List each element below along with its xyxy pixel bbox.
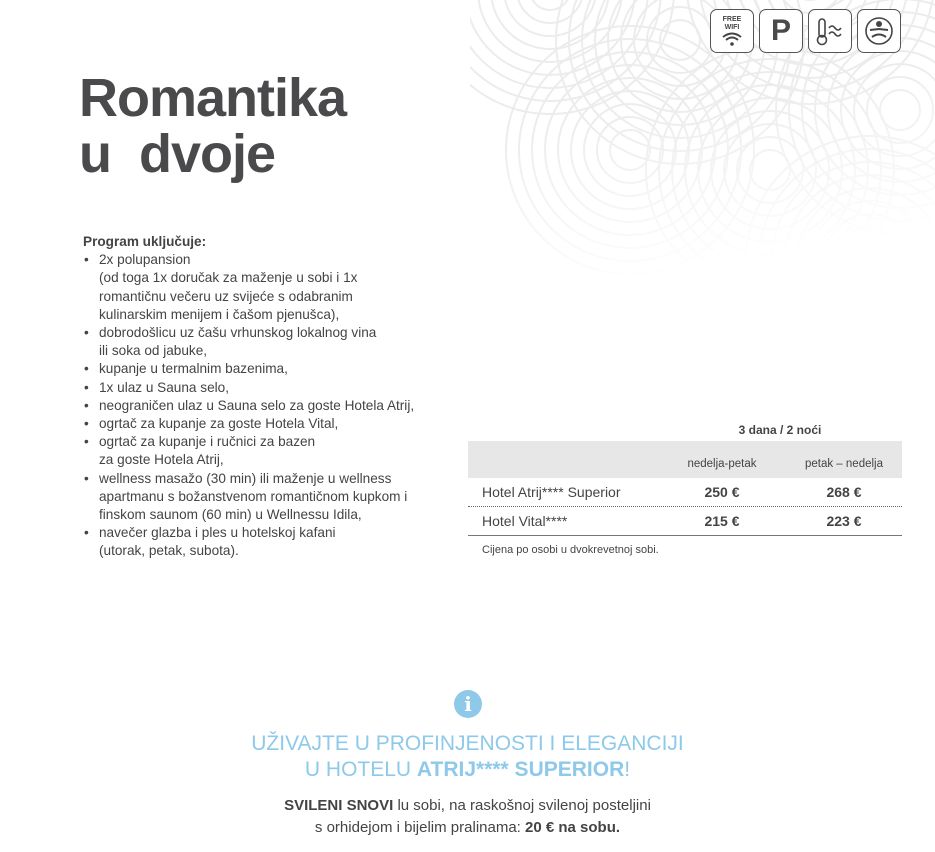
price-table-header — [468, 441, 902, 478]
price-weekend: 223 € — [826, 513, 862, 529]
promo-line-1: UŽIVAJTE U PROFINJENOSTI I ELEGANCIJI — [251, 732, 684, 755]
list-item: • 2x polupansion (od toga 1x doručak za maženje u sobi i 1x romantičnu večeru uz svijeće s odabranim kulinarskim menijem i čašom pjenušca), — [83, 251, 443, 324]
page-title — [79, 70, 346, 182]
hotel-name: Hotel Atrij**** Superior — [482, 484, 621, 500]
free-wifi-label: FREE WIFI — [722, 16, 742, 31]
price-weekend: 268 € — [826, 484, 862, 500]
thermal-water-icon — [808, 9, 852, 53]
parking-label: P — [770, 14, 791, 47]
silk-price: 20 € na sobu. — [525, 819, 621, 836]
promo-text — [0, 731, 935, 783]
list-item: • kupanje u termalnim bazenima, — [83, 360, 443, 378]
header-weekday: nedelja-petak — [687, 458, 757, 470]
amenity-icons — [710, 9, 901, 53]
silk-offer — [0, 795, 935, 839]
parking-icon — [759, 9, 803, 53]
list-item: • wellness masažo (30 min) ili maženje u wellness apartmanu s božanstvenom romantičnom kupkom i finskom saunom (60 min) u Wellnessu Idila, — [83, 470, 443, 525]
program-heading: Program uključuje: — [83, 234, 207, 249]
list-item: • ogrtač za kupanje za goste Hotela Vital, — [83, 415, 443, 433]
silk-title: SVILENI SNOVI — [284, 797, 394, 814]
title-line-2: u dvoje — [79, 124, 276, 184]
promo-prefix: U HOTELU — [304, 758, 417, 781]
free-wifi-icon — [710, 9, 754, 53]
silk-line-2 — [0, 817, 935, 839]
price-period: 3 dana / 2 noći — [738, 423, 822, 437]
promo-line-2 — [0, 757, 935, 783]
price-table — [468, 420, 902, 556]
wellness-icon — [857, 9, 901, 53]
list-item: • ogrtač za kupanje i ručnici za bazen za goste Hotela Atrij, — [83, 433, 443, 469]
silk-text-2: s orhidejom i bijelim pralinama: — [314, 819, 526, 836]
promo-suffix: ! — [624, 758, 631, 781]
promo-hotel-name: ATRIJ**** SUPERIOR — [416, 758, 625, 781]
price-note: Cijena po osobi u dvokrevetnoj sobi. — [482, 544, 659, 556]
table-row — [468, 478, 902, 507]
header-weekend: petak – nedelja — [804, 458, 883, 470]
program-section — [83, 233, 443, 561]
table-row — [468, 507, 902, 536]
title-line-1: Romantika — [79, 68, 347, 128]
list-item: • 1x ulaz u Sauna selo, — [83, 379, 443, 397]
program-list — [83, 251, 443, 560]
list-item: • navečer glazba i ples u hotelskoj kafani (utorak, petak, subota). — [83, 524, 443, 560]
info-icon: i — [454, 690, 482, 718]
hotel-name: Hotel Vital**** — [482, 513, 568, 529]
price-weekday: 215 € — [704, 513, 740, 529]
silk-text-1: lu sobi, na raskošnoj svilenoj posteljini — [393, 797, 651, 814]
silk-line-1 — [0, 795, 935, 817]
list-item: • dobrodošlicu uz čašu vrhunskog lokalnog vina ili soka od jabuke, — [83, 324, 443, 360]
price-weekday: 250 € — [704, 484, 740, 500]
list-item: • neograničen ulaz u Sauna selo za goste Hotela Atrij, — [83, 397, 443, 415]
